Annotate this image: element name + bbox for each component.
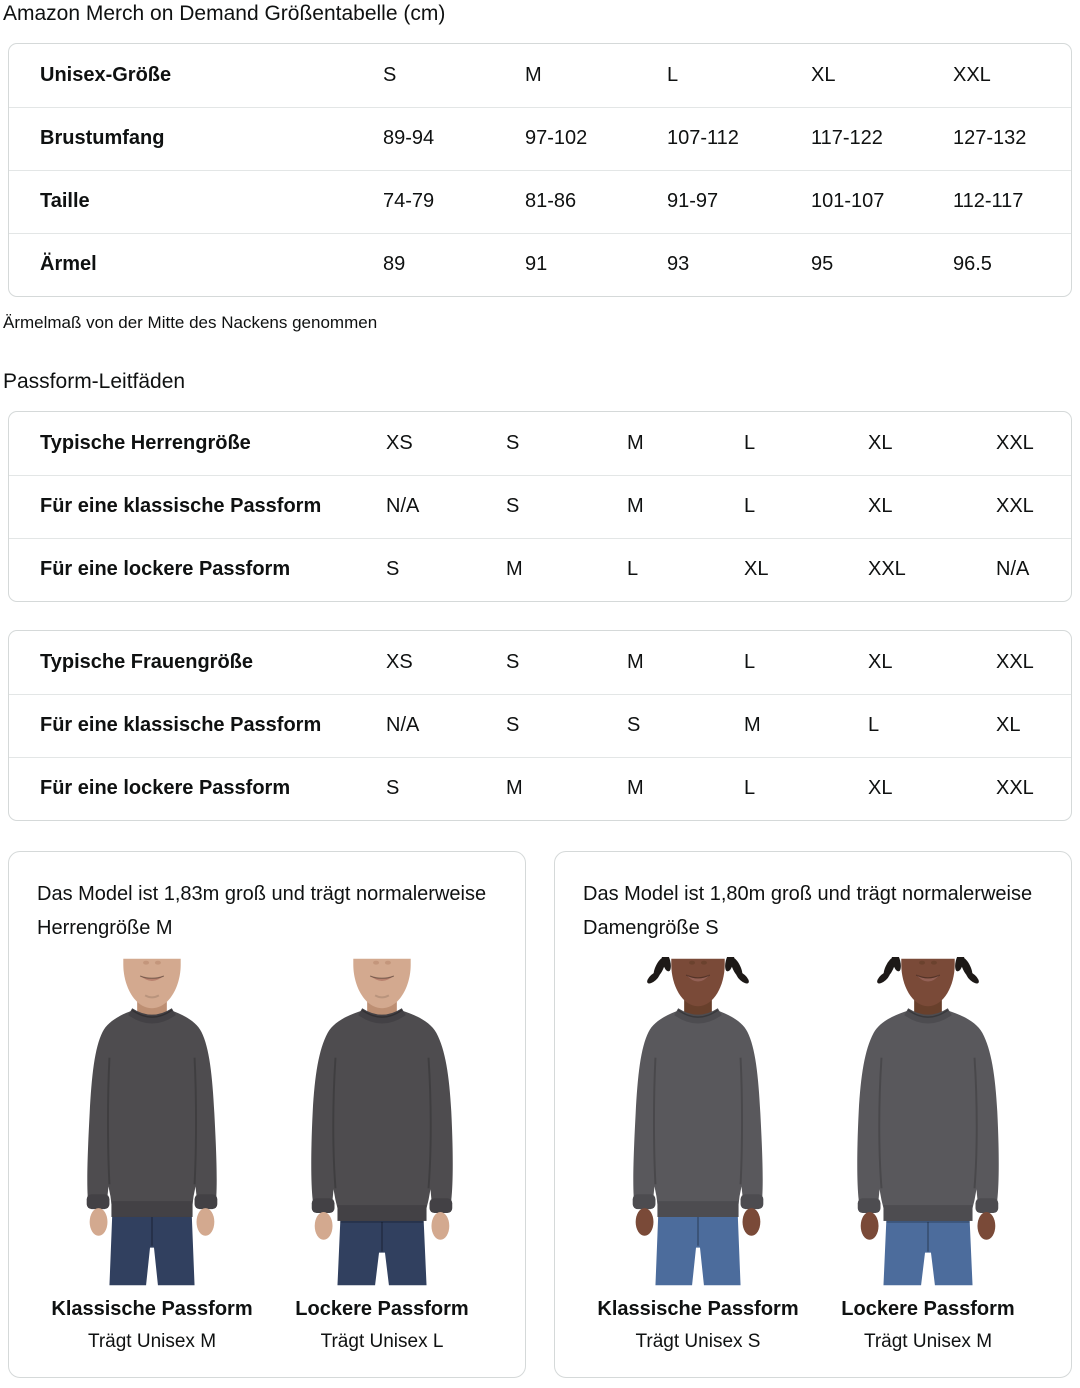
table-row [9,170,1072,233]
model-photo-men-loose-fit [288,957,476,1287]
value-cell: 97-102 [525,107,667,170]
size-cell: M [506,538,627,601]
row-label: Taille [9,170,383,233]
model-figure-loose [813,957,1043,1353]
size-cell: XL [744,538,868,601]
value-cell: 101-107 [811,170,953,233]
model-description: Das Model ist 1,83m groß und trägt normalerweise Herrengröße M [37,883,487,939]
fit-guide-men-table [8,411,1072,602]
size-cell: XL [811,63,836,86]
table-row [9,538,1072,601]
size-cell: XL [868,757,996,820]
table-row [9,107,1072,170]
value-cell: 127-132 [953,107,1072,170]
size-cell: XL [868,650,893,673]
size-cell: XS [386,431,413,454]
fit-label: Klassische Passform [597,1298,799,1320]
value-cell: 112-117 [953,170,1072,233]
size-cell: L [744,431,756,454]
row-label: Unisex-Größe [40,63,172,86]
size-cell: XL [868,431,893,454]
model-photo-women-classic-fit [604,957,792,1287]
value-cell: 89-94 [383,107,525,170]
model-figure-loose [267,957,497,1353]
size-cell: M [627,431,644,454]
size-cell: XXL [996,431,1034,454]
model-figures [583,957,1043,1353]
size-cell: S [386,538,506,601]
row-label: Für eine klassische Passform [9,694,386,757]
model-photo-men-classic-fit [58,957,246,1287]
table-row [9,412,1072,475]
size-cell: M [627,757,744,820]
size-cell: XXL [996,650,1034,673]
size-cell: XXL [868,538,996,601]
size-cell: M [627,475,744,538]
size-cell: L [627,538,744,601]
size-cell: N/A [996,538,1072,601]
size-cell: N/A [386,694,506,757]
size-cell: S [506,475,627,538]
size-cell: XXL [996,475,1072,538]
value-cell: 93 [667,233,811,296]
size-cell: S [386,757,506,820]
size-cell: XXL [996,757,1072,820]
model-figures [37,957,497,1353]
value-cell: 96.5 [953,233,1072,296]
page-title: Amazon Merch on Demand Größentabelle (cm) [3,2,446,25]
size-cell: N/A [386,475,506,538]
value-cell: 74-79 [383,170,525,233]
size-label: Trägt Unisex S [635,1331,761,1352]
size-cell: L [868,694,996,757]
value-cell: 95 [811,233,953,296]
unisex-size-table [8,43,1072,297]
size-cell: S [506,650,520,673]
row-label: Ärmel [9,233,383,296]
model-description: Das Model ist 1,80m groß und trägt normalerweise Damengröße S [583,883,1033,939]
row-label: Brustumfang [9,107,383,170]
model-card-women [554,851,1072,1378]
row-label: Für eine klassische Passform [9,475,386,538]
size-cell: S [383,63,397,86]
value-cell: 91-97 [667,170,811,233]
size-cell: XXL [953,63,991,86]
value-cell: 117-122 [811,107,953,170]
value-cell: 81-86 [525,170,667,233]
row-label: Für eine lockere Passform [9,538,386,601]
table-row [9,44,1072,107]
model-figure-classic [583,957,813,1353]
size-cell: XL [996,694,1072,757]
size-cell: M [506,757,627,820]
model-figure-classic [37,957,267,1353]
size-cell: M [525,63,542,86]
row-label: Typische Frauengröße [40,650,254,673]
size-label: Trägt Unisex M [863,1331,993,1352]
size-label: Trägt Unisex M [87,1331,217,1352]
size-cell: L [667,63,679,86]
fit-guides-heading: Passform-Leitfäden [3,370,186,393]
row-label: Für eine lockere Passform [9,757,386,820]
value-cell: 91 [525,233,667,296]
fit-label: Klassische Passform [51,1298,253,1320]
size-cell: L [744,475,868,538]
size-cell: L [744,650,756,673]
sleeve-measure-note: Ärmelmaß von der Mitte des Nackens genommen [3,313,378,332]
size-cell: L [744,757,868,820]
size-label: Trägt Unisex L [320,1331,444,1352]
model-card-men [8,851,526,1378]
model-cards [8,851,1072,1378]
fit-label: Lockere Passform [841,1298,1015,1320]
value-cell: 89 [383,233,525,296]
table-row [9,475,1072,538]
table-row [9,757,1072,820]
size-cell: S [506,694,627,757]
size-cell: S [627,694,744,757]
size-cell: XS [386,650,413,673]
fit-label: Lockere Passform [295,1298,469,1320]
size-cell: M [627,650,644,673]
row-label: Typische Herrengröße [40,431,251,454]
fit-guide-women-table [8,630,1072,821]
value-cell: 107-112 [667,107,811,170]
table-row [9,233,1072,296]
size-cell: S [506,431,520,454]
table-row [9,631,1072,694]
size-cell: M [744,694,868,757]
table-row [9,694,1072,757]
model-photo-women-loose-fit [834,957,1022,1287]
size-cell: XL [868,475,996,538]
